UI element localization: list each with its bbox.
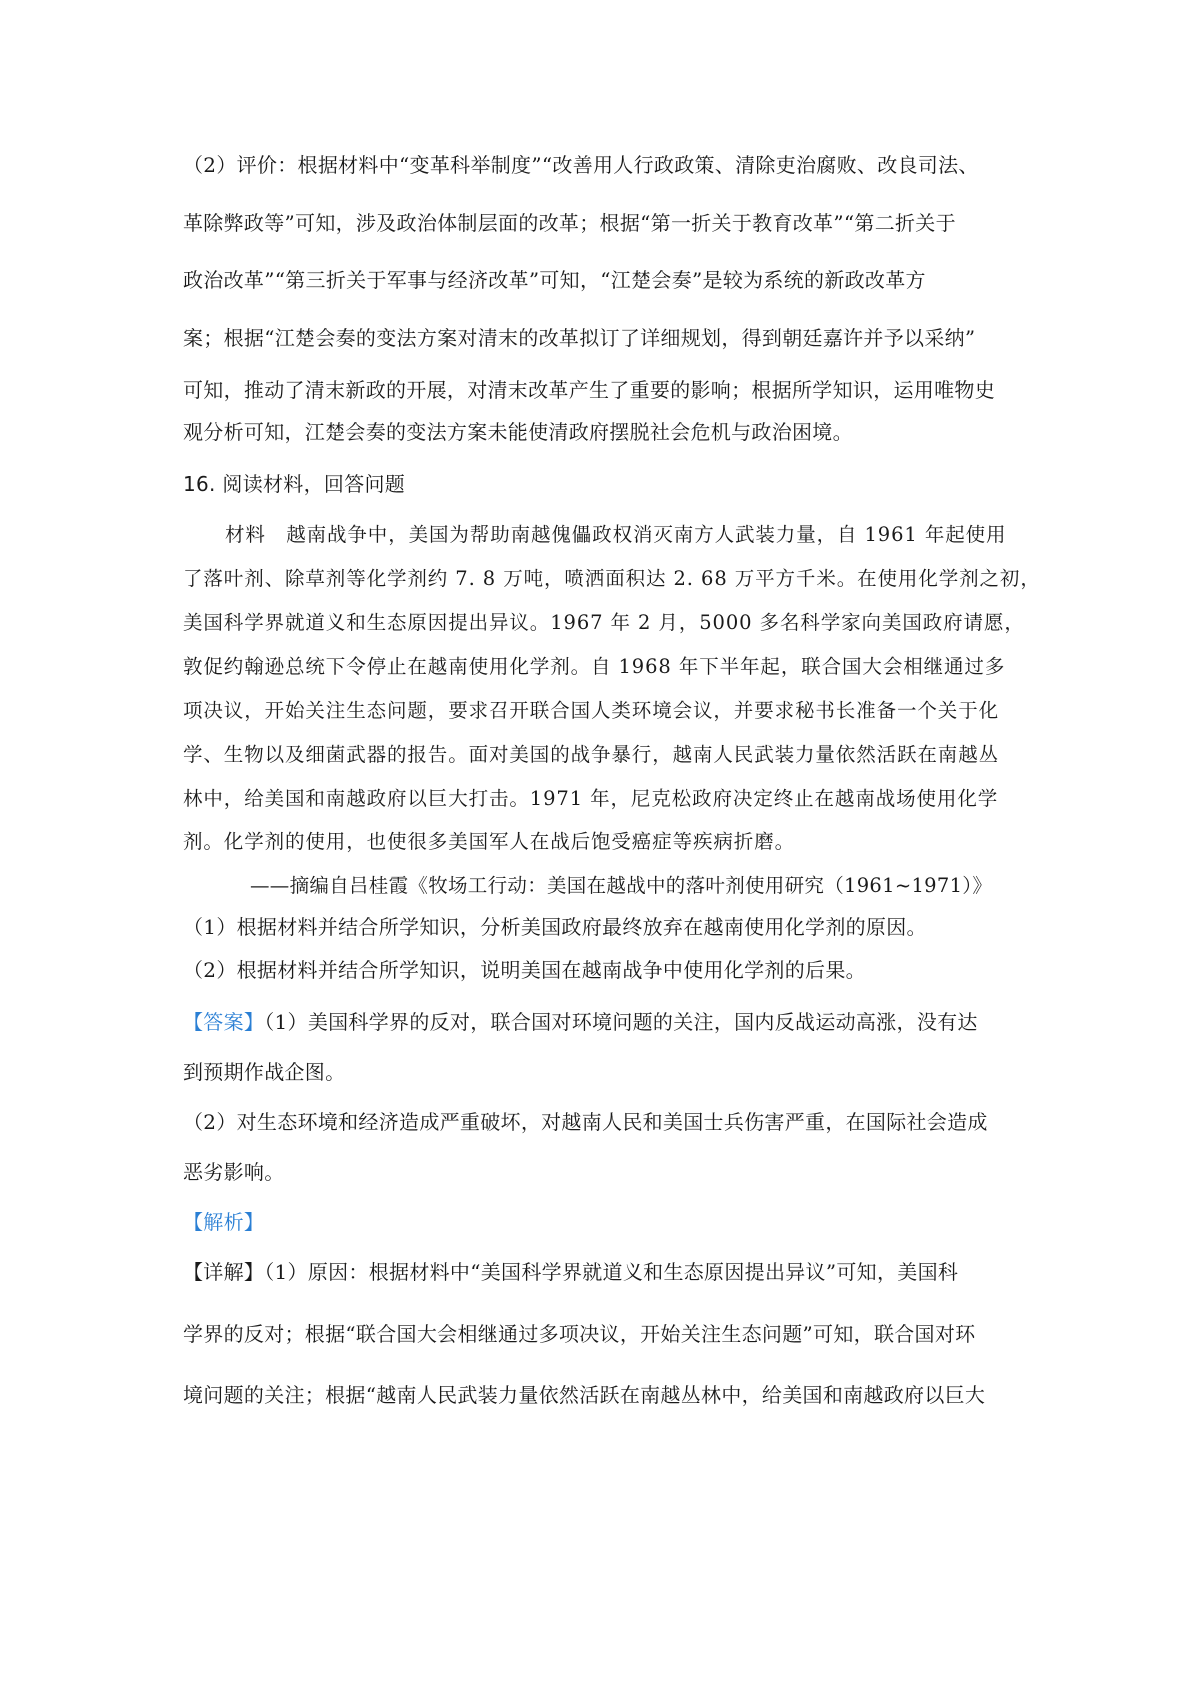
- question-heading: [183, 474, 1043, 494]
- prev-answer-line: 案；根据“江楚会奏的变法方案对清末的改革拟订了详细规划，得到朝廷嘉许并予以采纳”: [183, 326, 976, 350]
- answer-text: （1）美国科学界的反对，联合国对环境问题的关注，国内反战运动高涨，没有达: [264, 1010, 978, 1034]
- detail-line: [183, 1262, 1043, 1282]
- answer-label: 【答案】: [183, 1010, 265, 1034]
- material-line: 项决议，开始关注生态问题，要求召开联合国人类环境会议，并要求秘书长准备一个关于化: [183, 699, 1000, 722]
- material-line: 学、生物以及细菌武器的报告。面对美国的战争暴行，越南人民武装力量依然活跃在南越丛: [183, 743, 1000, 766]
- prev-answer-line: 可知，推动了清末新政的开展，对清末改革产生了重要的影响；根据所学知识，运用唯物史: [183, 378, 995, 402]
- detail-line: 境问题的关注；根据“越南人民武装力量依然活跃在南越丛林中，给美国和南越政府以巨大: [183, 1383, 986, 1407]
- answer-line: 恶劣影响。: [183, 1160, 285, 1184]
- sub-question: （1）根据材料并结合所学知识，分析美国政府最终放弃在越南使用化学剂的原因。: [183, 915, 927, 939]
- detail-text: （1）原因：根据材料中“美国科学界就道义和生态原因提出异议”可知，美国科: [264, 1260, 959, 1284]
- prev-answer-line: 政治改革”“第三折关于军事与经济改革”可知，“江楚会奏”是较为系统的新政改革方: [183, 268, 926, 292]
- material-line: 剂。化学剂的使用，也使很多美国军人在战后饱受癌症等疾病折磨。: [183, 830, 796, 853]
- question-title: 阅读材料，回答问题: [222, 472, 406, 496]
- question-number: 16.: [183, 472, 216, 496]
- analysis-label: 【解析】: [183, 1210, 265, 1234]
- material-line: 材料 越南战争中，美国为帮助南越傀儡政权消灭南方人武装力量，自 1961 年起使用: [225, 523, 1007, 546]
- material-line: 美国科学界就道义和生态原因提出异议。1967 年 2 月，5000 多名科学家向美国政府请愿，: [183, 611, 1025, 634]
- prev-answer-line: 观分析可知，江楚会奏的变法方案未能使清政府摆脱社会危机与政治困境。: [183, 420, 853, 444]
- analysis-line: [183, 1212, 1043, 1232]
- sub-question: （2）根据材料并结合所学知识，说明美国在越南战争中使用化学剂的后果。: [183, 958, 866, 982]
- material-line: 林中，给美国和南越政府以巨大打击。1971 年，尼克松政府决定终止在越南战场使用化学: [183, 787, 999, 810]
- prev-answer-line: 革除弊政等”可知，涉及政治体制层面的改革；根据“第一折关于教育改革”“第二折关于: [183, 211, 956, 235]
- material-source: ——摘编自吕桂霞《牧场工行动：美国在越战中的落叶剂使用研究（1961~1971）》: [250, 874, 993, 897]
- detail-line: 学界的反对；根据“联合国大会相继通过多项决议，开始关注生态问题”可知，联合国对环: [183, 1322, 976, 1346]
- answer-line: [183, 1012, 1043, 1032]
- answer-line: 到预期作战企图。: [183, 1060, 346, 1084]
- material-line: 敦促约翰逊总统下令停止在越南使用化学剂。自 1968 年下半年起，联合国大会相继通过多: [183, 655, 1006, 678]
- material-line: 了落叶剂、除草剂等化学剂约 7. 8 万吨，喷洒面积达 2. 68 万平方千米。在使用化学剂之初，: [183, 567, 1041, 590]
- detail-label: 【详解】: [183, 1260, 265, 1284]
- answer-line: （2）对生态环境和经济造成严重破坏，对越南人民和美国士兵伤害严重，在国际社会造成: [183, 1110, 988, 1134]
- prev-answer-line: （2）评价：根据材料中“变革科举制度”“改善用人行政政策、清除吏治腐败、改良司法、: [183, 153, 979, 177]
